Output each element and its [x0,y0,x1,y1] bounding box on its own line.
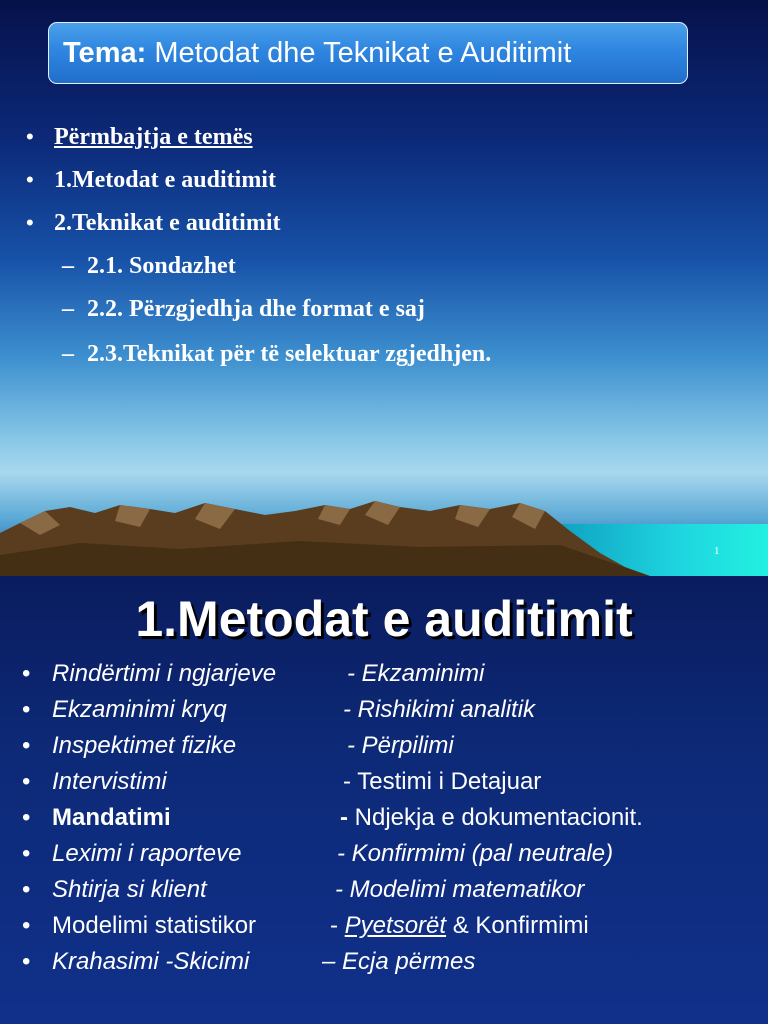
content-subitem: 2.2. Përzgjedhja dhe format e saj [87,296,425,322]
method-right: - Ekzaminimi [347,660,485,687]
content-heading: Përmbajtja e temës [54,124,253,150]
bullet-icon: • [22,768,31,795]
method-dash: - [330,912,338,939]
method-left: Intervistimi [52,768,167,795]
title-label: Tema: [63,37,147,69]
slide-2 [0,576,768,1024]
bullet-icon: • [26,167,34,192]
method-left: Mandatimi [52,804,171,831]
title-text: Metodat dhe Teknikat e Auditimit [146,37,572,69]
method-left: Shtirja si klient [52,876,207,903]
method-right: - Modelimi matematikor [335,876,585,903]
bullet-icon: • [22,948,31,975]
content-item: 2.Teknikat e auditimit [54,210,281,236]
method-left: Rindërtimi i ngjarjeve [52,660,277,687]
dash-icon: – [62,296,74,322]
method-right: - Rishikimi analitik [343,696,536,723]
method-left: Ekzaminimi kryq [52,696,227,723]
content-subitem: 2.3.Teknikat për të selektuar zgjedhjen. [87,341,492,367]
method-right: - Përpilimi [347,732,454,759]
method-right: – Ecja përmes [322,948,476,975]
method-left: Leximi i raporteve [52,840,242,867]
bullet-icon: • [22,660,31,687]
method-dash: - [340,804,348,831]
bullet-icon: • [22,912,31,939]
bullet-icon: • [22,732,31,759]
content-item: 1.Metodat e auditimit [54,167,276,193]
list-item [0,768,768,804]
list-item [0,912,768,948]
method-right: - Konfirmimi (pal neutrale) [337,840,614,867]
content-subitem: 2.1. Sondazhet [87,253,236,279]
slide-1-title-box [48,22,688,84]
list-item [0,732,768,768]
method-right: Ndjekja e dokumentacionit. [348,804,643,831]
list-item [0,660,768,696]
method-left: Modelimi statistikor [52,912,257,939]
page-number: 1 [714,545,720,557]
dash-icon: – [62,341,74,367]
bullet-icon: • [26,124,34,149]
bullet-icon: • [22,804,31,831]
method-right: - Testimi i Detajuar [343,768,542,795]
method-left: Krahasimi -Skicimi [52,948,250,975]
list-item [0,876,768,912]
method-left: Inspektimet fizike [52,732,237,759]
pyetsoret-link[interactable]: Pyetsorët [344,912,447,939]
mountain-range-icon [0,495,768,576]
list-item [0,804,768,840]
bullet-icon: • [22,840,31,867]
bullet-icon: • [22,876,31,903]
dash-icon: – [62,253,74,279]
list-item [0,696,768,732]
list-item [0,948,768,984]
bullet-icon: • [26,210,34,235]
bullet-icon: • [22,696,31,723]
slide-2-title: 1.Metodat e auditimit [135,591,633,647]
method-right: & Konfirmimi [446,912,589,939]
list-item [0,840,768,876]
